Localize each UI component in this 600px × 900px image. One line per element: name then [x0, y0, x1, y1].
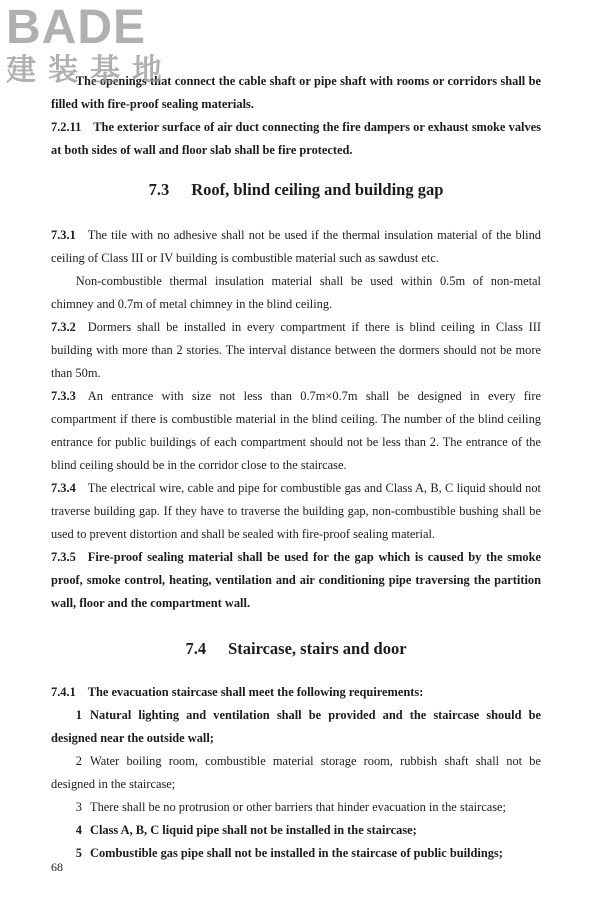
list-item-text: There shall be no protrusion or other barriers that hinder evacuation in the staircase; — [90, 800, 506, 814]
list-item-number: 5 — [75, 846, 82, 860]
list-item-text: Class A, B, C liquid pipe shall not be installed in the staircase; — [90, 823, 417, 837]
section-title: Roof, blind ceiling and building gap — [191, 180, 444, 199]
document-body — [51, 70, 541, 865]
clause-text: The tile with no adhesive shall not be used if the thermal insulation material of the blind ceiling of Class III or IV building is combustible material such as sawdust etc. — [51, 228, 541, 265]
list-item-text: Combustible gas pipe shall not be installed in the staircase of public buildings; — [90, 846, 503, 860]
clause-number: 7.4.1 — [51, 685, 76, 699]
clause-7-4-1 — [51, 681, 541, 704]
watermark-cjk: 建装基地 — [6, 53, 174, 88]
clause-7-3-5 — [51, 546, 541, 615]
clause-7-3-4 — [51, 477, 541, 546]
clause-number: 7.3.4 — [51, 481, 76, 495]
clause-7-3-2 — [51, 316, 541, 385]
section-title: Staircase, stairs and door — [228, 639, 407, 658]
list-item — [51, 796, 541, 819]
clause-text: Dormers shall be installed in every compartment if there is blind ceiling in Class III building with more than 2 stories. The interval distance between the dormers should not be more than 50m. — [51, 320, 541, 380]
list-item — [51, 842, 541, 865]
section-heading-7-4 — [51, 632, 541, 666]
clause-text: Fire-proof sealing material shall be used for the gap which is caused by the smoke proof, smoke control, heating, ventilation and air conditioning pipe traversing the partition wall, floor and the compartment wall. — [51, 550, 541, 610]
clause-text: The evacuation staircase shall meet the following requirements: — [87, 685, 424, 699]
clause-text: The electrical wire, cable and pipe for combustible gas and Class A, B, C liquid should not traverse building gap. If they have to traverse the building gap, non-combustible bushing shall be used to prevent distortion and shall be sealed with fire-proof sealing material. — [51, 481, 541, 541]
clause-7-3-3 — [51, 385, 541, 477]
clause-7-3-1 — [51, 224, 541, 270]
list-item-number: 1 — [75, 708, 82, 722]
section-number: 7.3 — [148, 180, 170, 199]
list-item-text: Water boiling room, combustible material storage room, rubbish shaft shall not be designed in the staircase; — [51, 754, 541, 791]
list-item — [51, 819, 541, 842]
clause-continuation: The openings that connect the cable shaft or pipe shaft with rooms or corridors shall be filled with fire-proof sealing materials. — [51, 74, 541, 111]
clause-number: 7.3.1 — [51, 228, 76, 242]
list-item — [51, 750, 541, 796]
list-item-number: 3 — [75, 800, 82, 814]
clause-7-3-1-para2: Non-combustible thermal insulation material shall be used within 0.5m of non-metal chimney and 0.7m of metal chimney in the blind ceiling. — [51, 274, 541, 311]
page-number: 68 — [51, 860, 63, 874]
watermark-latin: BADE — [6, 1, 147, 54]
clause-7-2-11 — [51, 116, 541, 162]
watermark-logo — [6, 1, 174, 88]
clause-number: 7.2.11 — [51, 120, 82, 134]
list-item — [51, 704, 541, 750]
clause-number: 7.3.2 — [51, 320, 76, 334]
section-number: 7.4 — [185, 639, 207, 658]
list-item-number: 4 — [75, 823, 82, 837]
section-heading-7-3 — [51, 173, 541, 207]
list-item-text: Natural lighting and ventilation shall be provided and the staircase should be designed near the outside wall; — [51, 708, 541, 745]
clause-number: 7.3.3 — [51, 389, 76, 403]
clause-text: An entrance with size not less than 0.7m×0.7m shall be designed in every fire compartment if there is combustible material in the blind ceiling. The number of the blind ceiling entrance for public buildings of each compartment should not be less than 2. The entrance of the blind ceiling should be in the corridor close to the staircase. — [51, 389, 541, 472]
clause-text: The exterior surface of air duct connecting the fire dampers or exhaust smoke valves at both sides of wall and floor slab shall be fire protected. — [51, 120, 541, 157]
list-item-number: 2 — [75, 754, 82, 768]
clause-number: 7.3.5 — [51, 550, 76, 564]
